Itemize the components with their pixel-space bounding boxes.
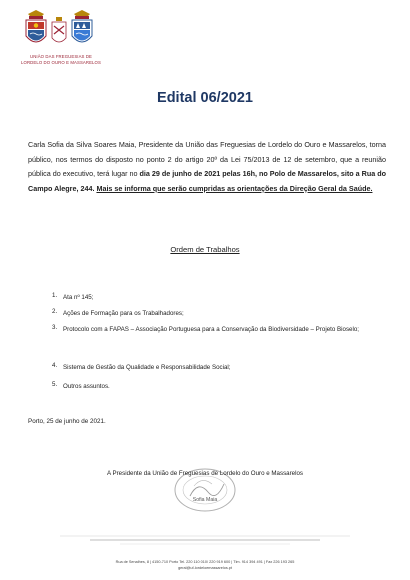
body-paragraph xyxy=(28,138,386,196)
body-bold-text: dia 29 de junho de 2021 pelas 16h, no Polo de Massarelos, sito a Rua do Campo Alegre, 244. xyxy=(28,169,386,193)
agenda-heading: Ordem de Trabalhos xyxy=(170,245,240,254)
right-crest-icon xyxy=(72,10,92,42)
agenda-item-text: Sistema de Gestão da Qualidade e Responsabilidade Social; xyxy=(63,364,231,371)
agenda-item-number: 1. xyxy=(52,292,58,299)
footer-decorative-rule xyxy=(0,532,410,548)
body-text: Carla Sofia da Silva Soares Maia, Presidente da União das Freguesias de Lordelo do Ouro e Massarelos, torna público, nos termos do disposto no ponto 2 do artigo 20º da Lei 75/2013 de 12 de setembro, que a reunião pública do executivo, terá lugar no xyxy=(28,140,386,179)
org-name-line1: UNIÃO DAS FREGUESIAS DE xyxy=(30,54,92,59)
signature-block xyxy=(0,466,410,514)
coat-of-arms-icon xyxy=(18,8,100,52)
dateline: Porto, 25 de junho de 2021. xyxy=(28,418,106,425)
agenda-item-number: 4. xyxy=(52,362,58,369)
agenda-item-text: Outros assuntos. xyxy=(63,383,110,390)
agenda-item-text: Ações de Formação para os Trabalhadores; xyxy=(63,310,184,317)
agenda-item-number: 5. xyxy=(52,381,58,388)
org-name-line2: LORDELO DO OURO E MASSARELOS xyxy=(21,60,101,65)
agenda-item-text: Protocolo com a FAPAS – Associação Portuguesa para a Conservação da Biodiversidade – Projeto Bioselo; xyxy=(63,326,360,333)
signatory-title: A Presidente da União de Freguesias de Lordelo do Ouro e Massarelos xyxy=(106,470,304,477)
agenda-item-number: 2. xyxy=(52,308,58,315)
document-title: Edital 06/2021 xyxy=(157,90,253,106)
center-emblem-icon xyxy=(52,17,66,42)
signatory-name: Sofia Maia xyxy=(192,497,218,503)
footer-address: Rua de Senalhes, 8 | 4150-710 Porto Tel. 220 110 010/ 220 919 600 | Tlm. 914 394 491 | Fax 226 193 265 xyxy=(115,560,295,564)
agenda-item-number: 3. xyxy=(52,324,58,331)
agenda-item-text: Ata nº 145; xyxy=(63,294,94,301)
left-crest-icon xyxy=(26,10,46,42)
footer-email: geral@uf-lordeloemassarelos.pt xyxy=(178,566,232,570)
union-logo xyxy=(6,8,116,70)
body-underlined-text: Mais se informa que serão cumpridas as orientações da Direção Geral da Saúde. xyxy=(96,183,373,193)
